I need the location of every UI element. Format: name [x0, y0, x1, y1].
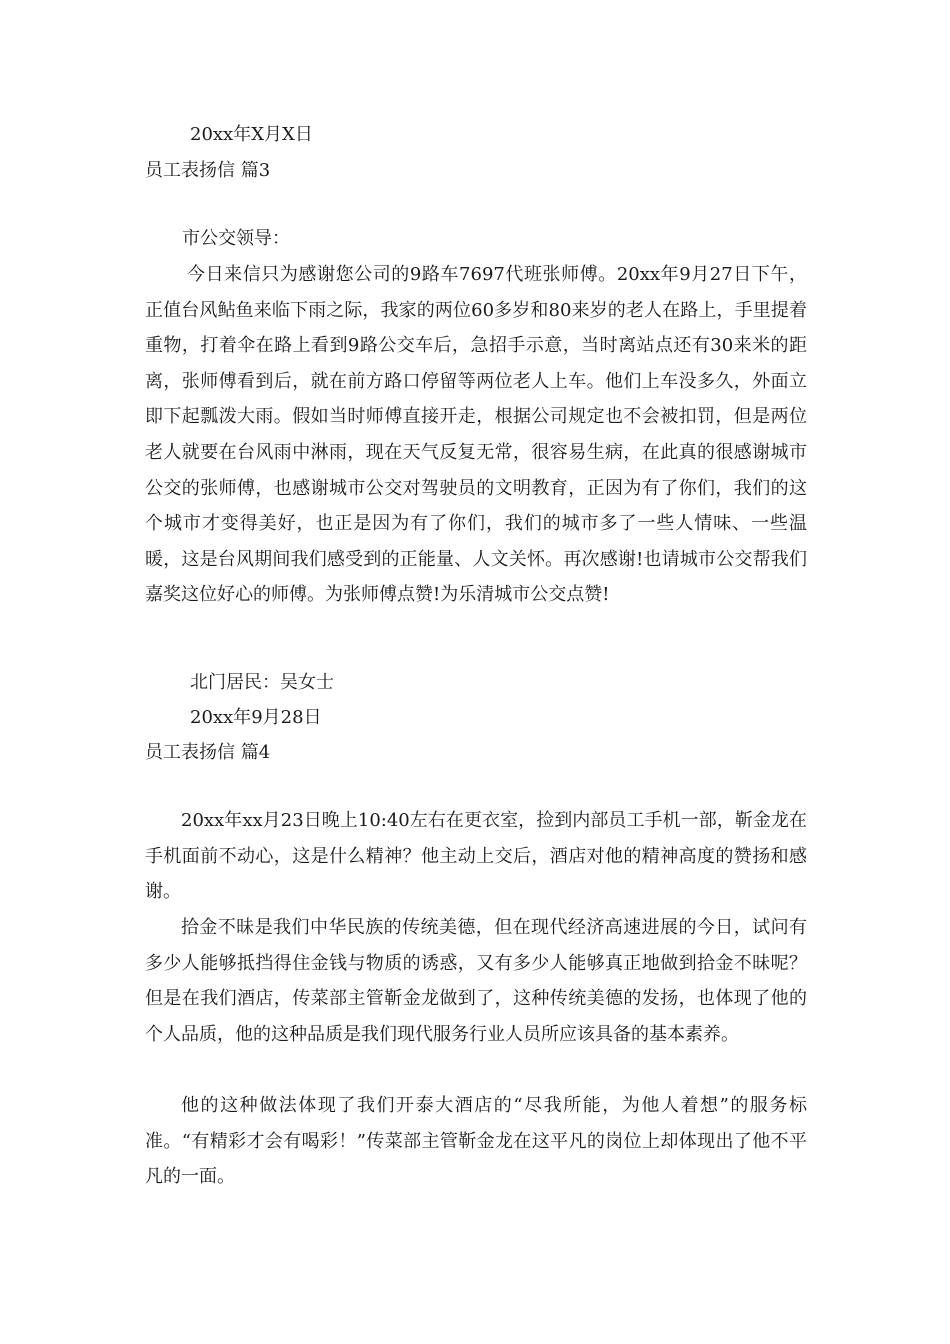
- letter3-signature: 北门居民：吴女士: [190, 672, 334, 693]
- letter3-salutation: 市公交领导：: [182, 228, 290, 249]
- letter4-paragraph-2: 拾金不昧是我们中华民族的传统美德，但在现代经济高速进展的今日，试问有多少人能够抵挡得住金钱与物质的诱惑，又有多少人能够真正地做到拾金不昧呢？但是在我们酒店，传菜部主管靳金龙做到了，这种传统美德的发扬，也体现了他的个人品质，他的这种品质是我们现代服务行业人员所应该具备的基本素养。: [145, 917, 807, 1045]
- letter3-heading: 员工表扬信 篇3: [145, 160, 271, 181]
- letter3-date: 20xx年9月28日: [190, 707, 322, 728]
- letter3-body: 今日来信只为感谢您公司的9路车7697代班张师傅。20xx年9月27日下午，正值台风鲇鱼来临下雨之际，我家的两位60多岁和80来岁的老人在路上，手里提着重物，打着伞在路上看到9路公交车后，急招手示意，当时离站点还有30来米的距离，张师傅看到后，就在前方路口停留等两位老人上车。他们上车没多久，外面立即下起瓢泼大雨。假如当时师傅直接开走，根据公司规定也不会被扣罚，但是两位老人就要在台风雨中淋雨，现在天气反复无常，很容易生病，在此真的很感谢城市公交的张师傅，也感谢城市公交对驾驶员的文明教育，正因为有了你们，我们的这个城市才变得美好，也正是因为有了你们，我们的城市多了一些人情味、一些温暖，这是台风期间我们感受到的正能量、人文关怀。再次感谢!也请城市公交帮我们嘉奖这位好心的师傅。为张师傅点赞!为乐清城市公交点赞!: [145, 264, 807, 606]
- letter4-paragraph-1: 20xx年xx月23日晚上10:40左右在更衣室，捡到内部员工手机一部，靳金龙在手机面前不动心，这是什么精神？他主动上交后，酒店对他的精神高度的赞扬和感谢。: [145, 810, 807, 903]
- letter2-date: 20xx年X月X日: [190, 124, 313, 145]
- letter4-paragraph-3: 他的这种做法体现了我们开泰大酒店的“尽我所能，为他人着想”的服务标准。“有精彩才会有喝彩！”传菜部主管靳金龙在这平凡的岗位上却体现出了他不平凡的一面。: [145, 1095, 807, 1188]
- letter4-heading: 员工表扬信 篇4: [145, 742, 271, 763]
